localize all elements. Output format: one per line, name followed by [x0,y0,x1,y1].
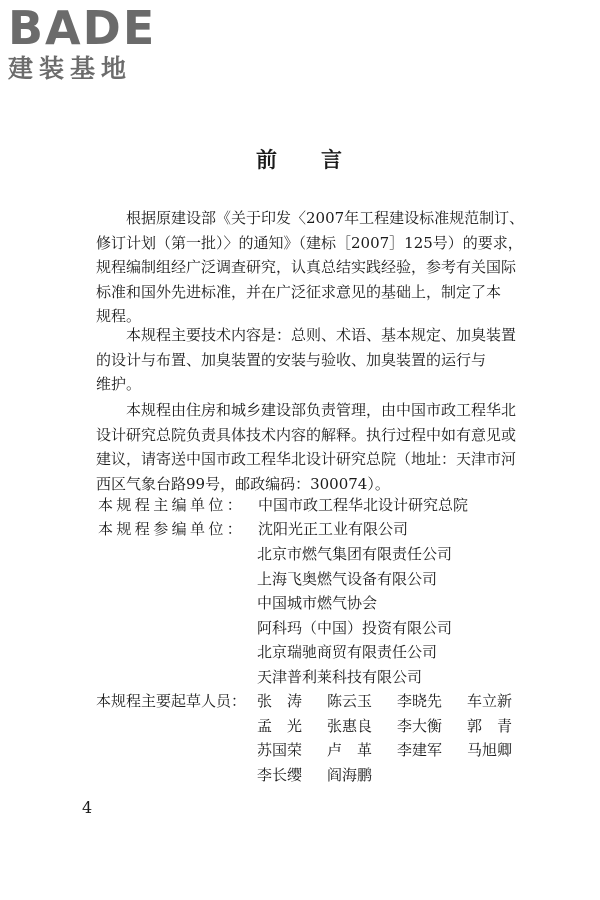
page-title [0,144,600,174]
drafter-name: 李建军 [397,741,443,759]
org-item: 上海飞奥燃气设备有限公司 [257,569,438,588]
org-item: 中国城市燃气协会 [257,594,378,612]
drafter-name: 苏国荣 [257,741,303,759]
participating-units-list [257,542,452,689]
drafters-list [257,689,537,787]
title-char-2: 言 [321,147,344,172]
paragraph-line: 维护。 [96,375,142,393]
org-item: 北京市燃气集团有限责任公司 [257,545,453,563]
drafters-label: 本规程主要起草人员： [96,692,247,710]
paragraph-line: 本规程由住房和城乡建设部负责管理，由中国市政工程华北 [126,401,517,419]
paragraph-line: 标准和国外先进标准，并在广泛征求意见的基础上，制定了本 [96,282,502,301]
paragraph-line: 修订计划（第一批）〉的通知》（建标［2007］125号）的要求， [96,233,523,252]
drafter-name: 阎海鹏 [327,765,373,784]
participating-units-row [96,517,408,542]
paragraph-line: 规程编制组经广泛调查研究，认真总结实践经验，参考有关国际 [96,258,517,276]
org-item: 天津普利莱科技有限公司 [257,667,423,686]
paragraph-content [96,323,516,397]
drafter-name: 郭 青 [467,716,513,735]
org-item: 北京瑞驰商贸有限责任公司 [257,643,438,661]
paragraph-management [96,398,516,496]
paragraph-line: 的设计与布置、加臭装置的安装与验收、加臭装置的运行与 [96,350,487,369]
paragraph-line: 本规程主要技术内容是：总则、术语、基本规定、加臭装置 [126,326,517,344]
page-number: 4 [82,798,93,817]
chief-unit-value: 中国市政工程华北设计研究总院 [258,496,469,514]
paragraph-line: 设计研究总院负责具体技术内容的解释。执行过程中如有意见或 [96,425,517,444]
site-logo [8,1,178,84]
logo-subtitle: 建装基地 [8,54,133,83]
drafter-name: 李长缨 [257,765,303,784]
drafter-name: 李大衡 [397,716,443,735]
paragraph-line: 规程。 [96,307,142,325]
participating-units-label: 本规程参编单位： [98,520,246,538]
drafter-name: 孟 光 [257,716,303,735]
chief-unit-label: 本规程主编单位： [98,496,246,514]
chief-unit-row [96,493,468,518]
paragraph-line: 西区气象台路99号，邮政编码：300074）。 [96,474,390,493]
paragraph-background [96,206,525,329]
org-item: 阿科玛（中国）投资有限公司 [257,618,453,637]
drafter-name: 马旭卿 [467,741,513,759]
drafter-name: 陈云玉 [327,692,373,710]
drafter-name: 张 涛 [257,692,303,710]
org-item: 沈阳光正工业有限公司 [258,520,409,538]
drafter-name: 卢 革 [327,741,373,759]
paragraph-line: 根据原建设部《关于印发〈2007年工程建设标准规范制订、 [126,209,525,227]
drafter-name: 车立新 [467,692,513,710]
drafter-name: 李晓先 [397,692,443,710]
drafter-name: 张惠良 [327,716,373,735]
logo-text: BADE [8,1,157,55]
paragraph-line: 建议，请寄送中国市政工程华北设计研究总院（地址：天津市河 [96,450,517,468]
title-char-1: 前 [256,147,279,172]
